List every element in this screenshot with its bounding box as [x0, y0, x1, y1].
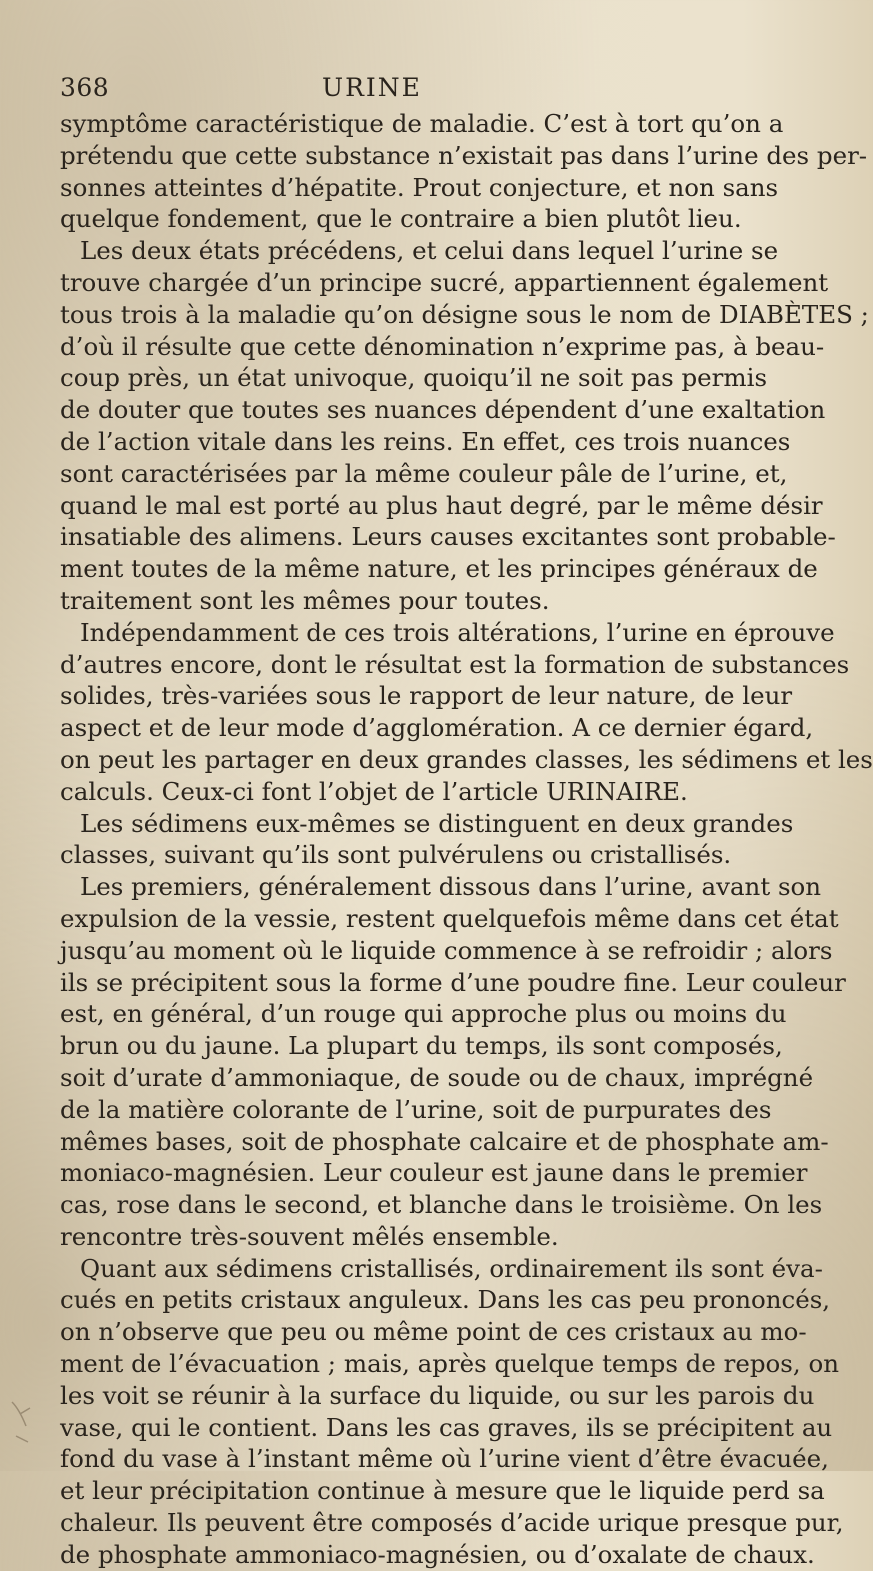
- page-number: 368: [60, 73, 110, 102]
- text-line: ment de l’évacuation ; mais, après quelque temps de repos, on: [60, 1349, 839, 1379]
- text-line: chaleur. Ils peuvent être composés d’acide urique presque pur,: [60, 1508, 844, 1538]
- text-line: on peut les partager en deux grandes classes, les sédimens et les: [60, 744, 873, 774]
- text-line: sont caractérisées par la même couleur pâle de l’urine, et,: [60, 458, 788, 488]
- text-line: insatiable des alimens. Leurs causes excitantes sont probable-: [60, 522, 836, 552]
- text-line: Quant aux sédimens cristallisés, ordinairement ils sont éva-: [80, 1253, 823, 1283]
- text-line: expulsion de la vessie, restent quelquefois même dans cet état: [60, 903, 839, 933]
- text-line: Les deux états précédens, et celui dans lequel l’urine se: [80, 236, 779, 266]
- text-line: calculs. Ceux-ci font l’objet de l’article URINAIRE.: [60, 776, 688, 806]
- text-line: soit d’urate d’ammoniaque, de soude ou de chaux, imprégné: [60, 1062, 814, 1092]
- text-line: et leur précipitation continue à mesure que le liquide perd sa: [60, 1476, 825, 1506]
- text-line: tous trois à la maladie qu’on désigne sous le nom de DIABÈTES ;: [60, 299, 869, 329]
- text-line: ment toutes de la même nature, et les principes généraux de: [60, 554, 818, 584]
- text-line: rencontre très-souvent mêlés ensemble.: [60, 1221, 559, 1251]
- text-line: d’autres encore, dont le résultat est la formation de substances: [60, 649, 850, 679]
- text-line: traitement sont les mêmes pour toutes.: [60, 585, 550, 615]
- text-line: mêmes bases, soit de phosphate calcaire et de phosphate am-: [60, 1126, 829, 1156]
- text-line: solides, très-variées sous le rapport de leur nature, de leur: [60, 681, 793, 711]
- body-text: [60, 108, 873, 1571]
- text-line: jusqu’au moment où le liquide commence à se refroidir ; alors: [60, 935, 833, 965]
- text-line: quand le mal est porté au plus haut degré, par le même désir: [60, 490, 823, 520]
- text-line: de l’action vitale dans les reins. En effet, ces trois nuances: [60, 426, 791, 456]
- text-line: aspect et de leur mode d’agglomération. A ce dernier égard,: [60, 713, 814, 743]
- text-line: de phosphate ammoniaco-magnésien, ou d’oxalate de chaux.: [60, 1539, 815, 1569]
- text-line: d’où il résulte que cette dénomination n’exprime pas, à beau-: [60, 331, 825, 361]
- text-line: Indépendamment de ces trois altérations, l’urine en éprouve: [80, 617, 835, 647]
- text-line: classes, suivant qu’ils sont pulvérulens ou cristallisés.: [60, 840, 732, 870]
- text-line: coup près, un état univoque, quoiqu’il ne soit pas permis: [60, 363, 768, 393]
- text-line: on n’observe que peu ou même point de ces cristaux au mo-: [60, 1317, 807, 1347]
- text-line: Les premiers, généralement dissous dans l’urine, avant son: [80, 872, 822, 902]
- text-line: moniaco-magnésien. Leur couleur est jaune dans le premier: [60, 1158, 808, 1188]
- text-line: sonnes atteintes d’hépatite. Prout conjecture, et non sans: [60, 172, 779, 202]
- running-head: URINE: [322, 73, 422, 102]
- text-line: de la matière colorante de l’urine, soit de purpurates des: [60, 1094, 772, 1124]
- text-line: prétendu que cette substance n’existait pas dans l’urine des per-: [60, 140, 868, 170]
- page-header: [60, 73, 740, 103]
- text-line: les voit se réunir à la surface du liquide, ou sur les parois du: [60, 1380, 815, 1410]
- text-line: est, en général, d’un rouge qui approche plus ou moins du: [60, 999, 787, 1029]
- text-line: Les sédimens eux-mêmes se distinguent en deux grandes: [80, 808, 794, 838]
- text-line: symptôme caractéristique de maladie. C’est à tort qu’on a: [60, 109, 784, 138]
- text-line: quelque fondement, que le contraire a bien plutôt lieu.: [60, 204, 742, 234]
- text-line: de douter que toutes ses nuances dépendent d’une exaltation: [60, 395, 826, 425]
- text-line: vase, qui le contient. Dans les cas graves, ils se précipitent au: [60, 1412, 833, 1442]
- text-line: fond du vase à l’instant même où l’urine vient d’être évacuée,: [60, 1444, 829, 1474]
- text-line: trouve chargée d’un principe sucré, appartiennent également: [60, 267, 829, 297]
- text-line: brun ou du jaune. La plupart du temps, ils sont composés,: [60, 1031, 783, 1061]
- text-line: cués en petits cristaux anguleux. Dans les cas peu prononcés,: [60, 1285, 831, 1315]
- margin-ink-mark-icon: [8, 1396, 38, 1446]
- text-line: cas, rose dans le second, et blanche dans le troisième. On les: [60, 1190, 823, 1220]
- text-line: ils se précipitent sous la forme d’une poudre fine. Leur couleur: [60, 967, 846, 997]
